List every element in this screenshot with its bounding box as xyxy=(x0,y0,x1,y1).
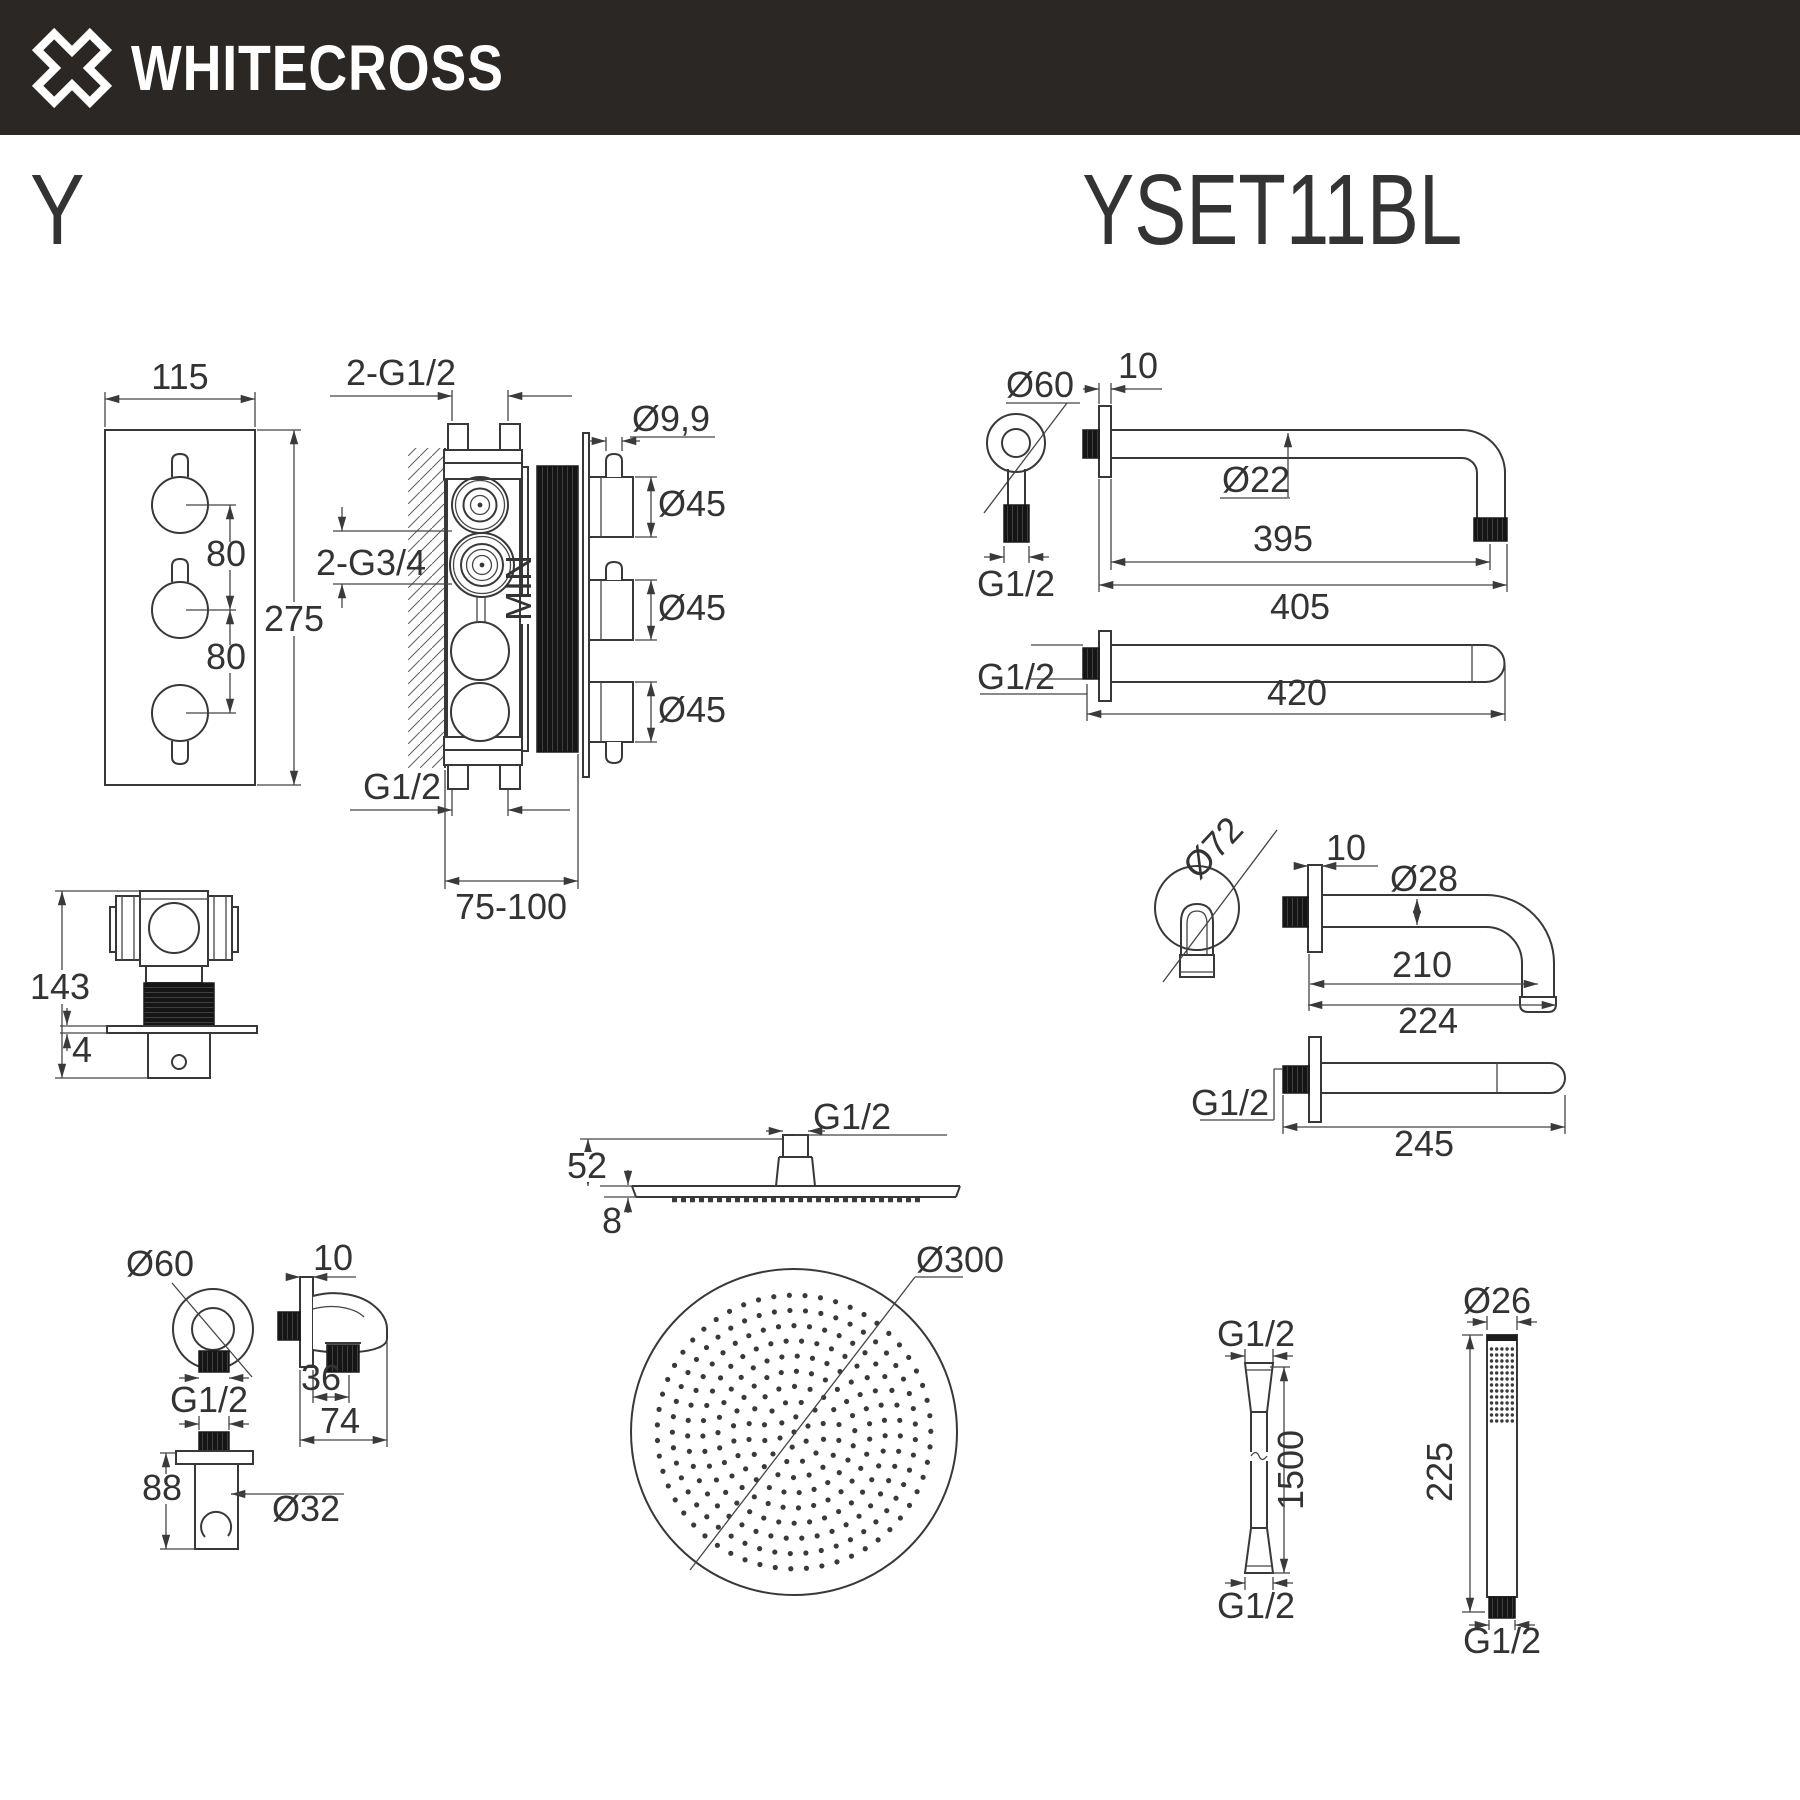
dim-arm-thread: G1/2 xyxy=(976,563,1056,604)
brand-name: WHITECROSS xyxy=(131,31,504,104)
dim-outlet-thread: G1/2 xyxy=(169,1379,249,1420)
series-label: Y xyxy=(30,154,85,266)
dim-knob2-dia: Ø45 xyxy=(658,587,727,628)
valve-side-view xyxy=(30,891,257,1078)
dim-outlet-flange-dia: Ø60 xyxy=(126,1243,195,1284)
dim-head-thread: G1/2 xyxy=(813,1096,892,1137)
dim-spout-len-outer: 224 xyxy=(1397,1000,1459,1041)
dim-arm-flange-dia: Ø60 xyxy=(1006,364,1075,405)
dim-side-ports: 2-G3/4 xyxy=(316,542,427,583)
dim-hose-length: 1500 xyxy=(1270,1429,1311,1511)
shower-hose-drawing xyxy=(1217,1313,1311,1626)
dim-spout-flange-dia: Ø72 xyxy=(1174,808,1252,887)
dim-hand-dia: Ø26 xyxy=(1462,1280,1532,1321)
min-depth-marking: MIN xyxy=(498,555,539,621)
wall-outlet-drawings xyxy=(126,1237,387,1549)
hand-shower-drawing xyxy=(1419,1280,1541,1661)
dim-knob-gap-2: 80 xyxy=(205,636,247,677)
dim-arm-tube-dia: Ø22 xyxy=(1222,459,1291,500)
dim-bottom-port: G1/2 xyxy=(363,766,442,807)
dim-hand-length: 225 xyxy=(1419,1441,1460,1503)
dim-arm-plate: 10 xyxy=(1117,345,1159,386)
dim-mount-depth: 75-100 xyxy=(454,886,568,927)
dim-arm-len-inner: 395 xyxy=(1252,518,1314,559)
dim-valve-height: 143 xyxy=(29,966,91,1007)
dim-plate-thickness: 4 xyxy=(71,1029,93,1070)
dim-plate-width: 115 xyxy=(151,356,209,397)
dim-arm2-length: 420 xyxy=(1266,672,1328,713)
dim-stem-dia: Ø9,9 xyxy=(632,398,711,439)
bath-spout-drawings xyxy=(1155,809,1565,1164)
dim-spout-tube-dia: Ø28 xyxy=(1390,858,1459,899)
shower-arm-drawings xyxy=(977,345,1507,721)
dim-hose-thread-top: G1/2 xyxy=(1216,1313,1296,1354)
dim-spout2-thread: G1/2 xyxy=(1190,1082,1270,1123)
dim-knob3-dia: Ø45 xyxy=(658,689,727,730)
dim-holder-dia: Ø32 xyxy=(271,1488,341,1529)
dim-arm2-thread: G1/2 xyxy=(976,656,1056,697)
dim-plate-height: 275 xyxy=(263,598,325,639)
dim-knob-gap-1: 80 xyxy=(205,533,247,574)
dim-knob1-dia: Ø45 xyxy=(658,483,727,524)
shower-head-side-view xyxy=(564,1096,960,1241)
dim-head-thickness: 8 xyxy=(601,1200,623,1241)
dim-outlet-plate: 10 xyxy=(312,1237,354,1278)
dim-spout-plate: 10 xyxy=(1325,827,1367,868)
model-label: YSET11BL xyxy=(1081,154,1462,266)
dim-spout2-length: 245 xyxy=(1393,1123,1455,1164)
dim-top-ports: 2-G1/2 xyxy=(346,352,457,393)
dim-hose-thread-bottom: G1/2 xyxy=(1216,1585,1296,1626)
dim-arm-len-outer: 405 xyxy=(1269,586,1331,627)
dim-head-height: 52 xyxy=(566,1145,608,1186)
valve-section-view xyxy=(316,352,726,927)
dim-outlet-depth: 74 xyxy=(319,1400,361,1441)
dim-spout-len-inner: 210 xyxy=(1391,944,1453,985)
dim-outlet-height: 88 xyxy=(141,1467,183,1508)
valve-front-view xyxy=(105,356,324,785)
dim-hand-thread: G1/2 xyxy=(1462,1620,1542,1661)
dim-outlet-offset: 36 xyxy=(300,1357,342,1398)
shower-head-top-view xyxy=(631,1239,1004,1595)
dim-head-dia: Ø300 xyxy=(916,1239,1005,1280)
